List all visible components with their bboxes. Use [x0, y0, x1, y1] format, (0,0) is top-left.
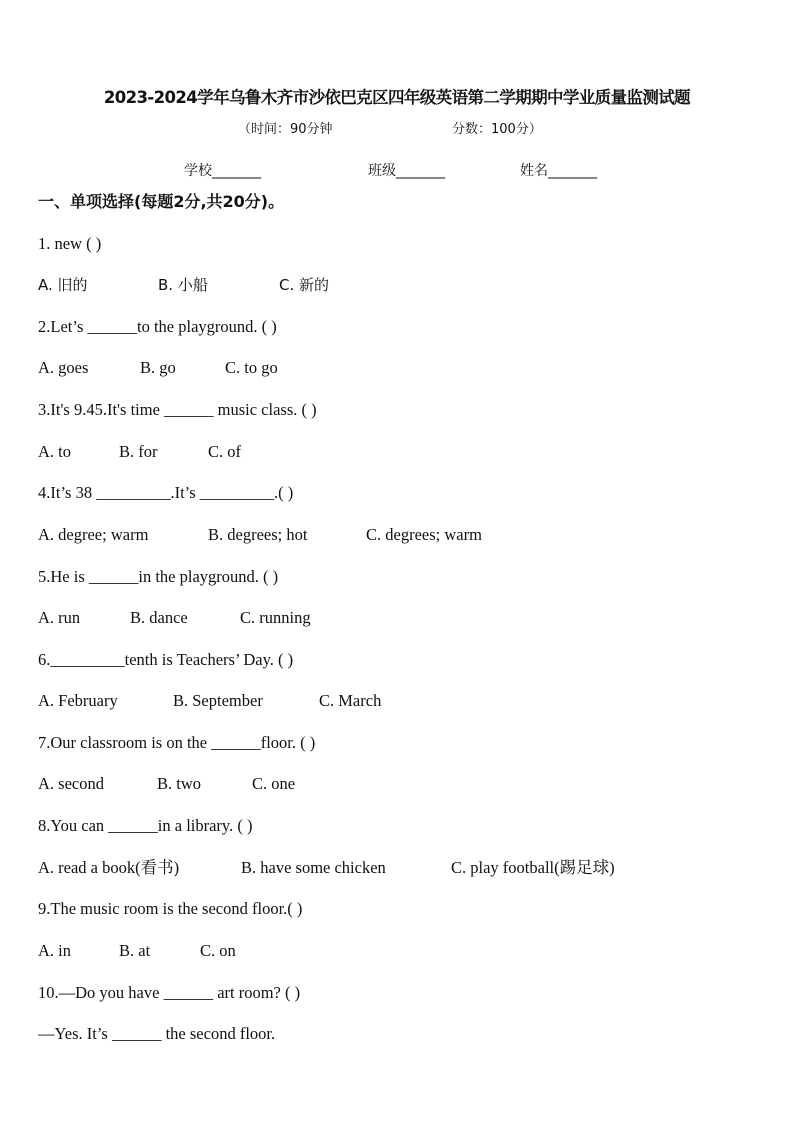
- option-c: C. of: [208, 442, 241, 461]
- option-c: C. March: [319, 691, 382, 710]
- option-b: B. degrees; hot: [208, 525, 308, 544]
- question-stem: 10.—Do you have ______ art room? ( ): [38, 983, 301, 1002]
- question-stem: 3.It's 9.45.It's time ______ music class. ( ): [38, 400, 317, 419]
- option-b: B. 小船: [158, 276, 208, 294]
- option-b: B. at: [119, 941, 151, 960]
- option-b: B. September: [173, 691, 263, 710]
- question-stem: 6._________tenth is Teachers’ Day. ( ): [38, 650, 294, 669]
- class-field: 班级_______: [368, 163, 445, 179]
- option-c: C. degrees; warm: [366, 525, 482, 544]
- question-stem: 4.It’s 38 _________.It’s _________.( ): [38, 483, 294, 502]
- exam-score: 分数：100分）: [452, 122, 542, 137]
- question-stem: 9.The music room is the second floor.( ): [38, 899, 303, 918]
- exam-time: （时间：90分钟: [238, 122, 333, 137]
- option-a: A. in: [38, 941, 71, 960]
- question-stem: 7.Our classroom is on the ______floor. ( ): [38, 733, 316, 752]
- question-stem: 8.You can ______in a library. ( ): [38, 816, 253, 835]
- dialogue-line: —Yes. It’s ______ the second floor.: [38, 1024, 276, 1043]
- option-b: B. go: [140, 358, 176, 377]
- question-stem: 1. new ( ): [38, 234, 102, 253]
- option-b: B. dance: [130, 608, 188, 627]
- option-b: B. for: [119, 442, 158, 461]
- option-c: C. running: [240, 608, 311, 627]
- option-c: C. play football(踢足球): [451, 858, 615, 877]
- option-c: C. to go: [225, 358, 278, 377]
- option-c: C. 新的: [279, 276, 330, 294]
- page-title: 2023-2024学年乌鲁木齐市沙依巴克区四年级英语第二学期期中学业质量监测试题: [103, 88, 691, 107]
- option-a: A. second: [38, 774, 104, 793]
- option-b: B. two: [157, 774, 202, 793]
- option-c: C. on: [200, 941, 236, 960]
- option-b: B. have some chicken: [241, 858, 386, 877]
- option-a: A. read a book(看书): [38, 858, 180, 877]
- name-field: 姓名_______: [520, 163, 597, 179]
- school-field: 学校_______: [184, 163, 261, 179]
- option-a: A. to: [38, 442, 71, 461]
- option-a: A. run: [38, 608, 81, 627]
- section-title: 一、单项选择(每题2分,共20分)。: [38, 192, 285, 211]
- option-a: A. goes: [38, 358, 89, 377]
- option-a: A. February: [38, 691, 118, 710]
- option-a: A. degree; warm: [38, 525, 149, 544]
- question-stem: 2.Let’s ______to the playground. ( ): [38, 317, 277, 336]
- question-stem: 5.He is ______in the playground. ( ): [38, 567, 279, 586]
- option-c: C. one: [252, 774, 296, 793]
- option-a: A. 旧的: [38, 276, 88, 294]
